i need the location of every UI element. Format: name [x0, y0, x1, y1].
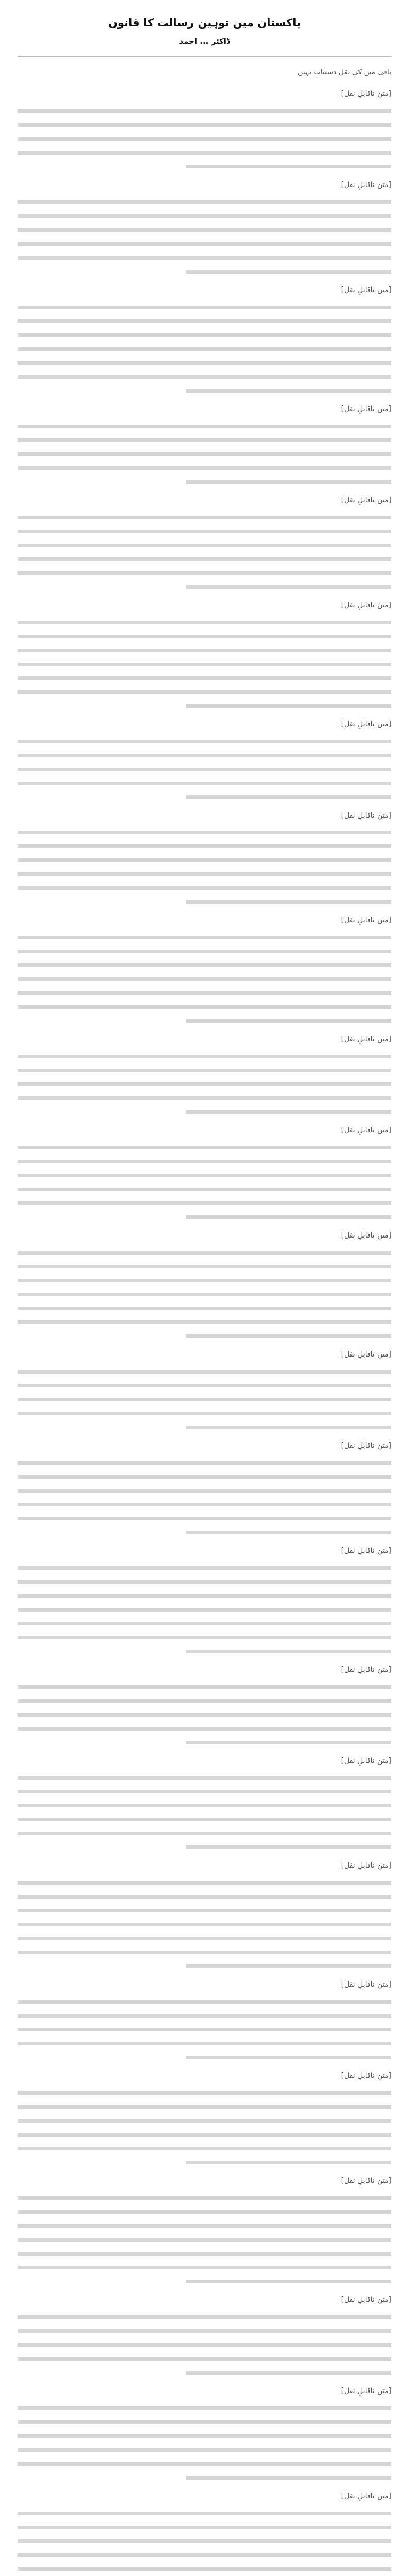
text-line-placeholder [18, 872, 391, 876]
paragraph [18, 1439, 391, 1534]
paragraph-text: [متن ناقابلِ نقل] [341, 1980, 391, 1989]
text-line-placeholder [18, 1594, 391, 1598]
text-line-placeholder [18, 1713, 391, 1717]
text-line-placeholder [18, 306, 391, 309]
text-block-placeholder [18, 831, 391, 904]
text-line-placeholder [18, 123, 391, 127]
text-line-placeholder [186, 795, 391, 799]
text-line-placeholder [18, 1790, 391, 1793]
paragraph [18, 2070, 391, 2164]
text-line-placeholder [18, 466, 391, 470]
text-line-placeholder [18, 1566, 391, 1570]
text-line-placeholder [18, 2028, 391, 2031]
text-block-placeholder [18, 425, 391, 484]
text-line-placeholder [18, 2315, 391, 2319]
text-block-placeholder [18, 2196, 391, 2283]
text-block-placeholder [18, 2512, 391, 2576]
paragraph-text: [متن ناقابلِ نقل] [341, 1861, 391, 1870]
text-block-placeholder [18, 936, 391, 1023]
text-line-placeholder [186, 704, 391, 708]
text-line-placeholder [18, 844, 391, 848]
paragraph-text: [متن ناقابلِ نقل] [341, 1665, 391, 1674]
text-line-placeholder [18, 1398, 391, 1401]
text-line-placeholder [18, 137, 391, 141]
text-line-placeholder [18, 228, 391, 232]
text-line-placeholder [18, 1923, 391, 1926]
text-line-placeholder [18, 2420, 391, 2424]
text-line-placeholder [18, 768, 391, 771]
text-line-placeholder [18, 200, 391, 204]
text-line-placeholder [18, 1160, 391, 1163]
text-line-placeholder [186, 270, 391, 274]
paragraph [18, 2385, 391, 2480]
text-line-placeholder [18, 2357, 391, 2361]
text-line-placeholder [186, 585, 391, 589]
text-line-placeholder [18, 2042, 391, 2045]
text-block-placeholder [18, 2000, 391, 2059]
text-block-placeholder [18, 1685, 391, 1744]
text-line-placeholder [18, 1951, 391, 1954]
text-line-placeholder [18, 1937, 391, 1940]
text-line-placeholder [18, 2539, 391, 2543]
text-line-placeholder [18, 109, 391, 113]
text-line-placeholder [186, 165, 391, 168]
text-line-placeholder [186, 1531, 391, 1534]
text-block-placeholder [18, 740, 391, 799]
text-line-placeholder [18, 214, 391, 218]
text-line-placeholder [186, 1650, 391, 1653]
text-line-placeholder [18, 1636, 391, 1639]
paragraph [18, 1033, 391, 1114]
text-line-placeholder [18, 2462, 391, 2466]
paragraph-text: [متن ناقابلِ نقل] [341, 1126, 391, 1135]
paragraph [18, 1229, 391, 1338]
text-block-placeholder [18, 1251, 391, 1338]
paragraph [18, 914, 391, 1023]
text-line-placeholder [18, 950, 391, 953]
transcription-note: باقی متن کی نقل دستیاب نہیں [298, 68, 391, 77]
paragraph-text: [متن ناقابلِ نقل] [341, 496, 391, 504]
paragraph [18, 1348, 391, 1429]
text-line-placeholder [18, 1685, 391, 1689]
text-line-placeholder [18, 1146, 391, 1149]
text-line-placeholder [18, 1320, 391, 1324]
text-line-placeholder [18, 1265, 391, 1268]
text-line-placeholder [18, 754, 391, 757]
text-line-placeholder [18, 1699, 391, 1703]
paragraph-text: [متن ناقابلِ نقل] [341, 811, 391, 820]
paragraph [18, 1545, 391, 1653]
text-line-placeholder [18, 1475, 391, 1479]
text-line-placeholder [18, 1895, 391, 1899]
paragraph-text: [متن ناقابلِ نقل] [341, 90, 391, 98]
text-line-placeholder [18, 1580, 391, 1584]
text-line-placeholder [18, 1832, 391, 1835]
text-line-placeholder [18, 2252, 391, 2256]
text-line-placeholder [18, 831, 391, 834]
paragraph [18, 1755, 391, 1850]
text-block-placeholder [18, 200, 391, 274]
text-line-placeholder [18, 1622, 391, 1625]
text-line-placeholder [18, 2133, 391, 2137]
text-line-placeholder [186, 2056, 391, 2059]
text-line-placeholder [18, 2266, 391, 2269]
paragraph-text: [متن ناقابلِ نقل] [341, 1350, 391, 1359]
text-line-placeholder [18, 782, 391, 785]
text-block-placeholder [18, 1776, 391, 1849]
text-line-placeholder [18, 1096, 391, 1100]
paragraph [18, 1664, 391, 1744]
paragraph [18, 2490, 391, 2576]
text-line-placeholder [186, 2476, 391, 2480]
text-line-placeholder [18, 425, 391, 428]
text-block-placeholder [18, 1566, 391, 1653]
paragraph-text: [متن ناقابلِ نقل] [341, 1546, 391, 1555]
text-line-placeholder [186, 1426, 391, 1429]
text-line-placeholder [18, 1818, 391, 1821]
text-line-placeholder [186, 2371, 391, 2375]
paragraph [18, 599, 391, 708]
paragraph-text: [متن ناقابلِ نقل] [341, 2295, 391, 2304]
text-line-placeholder [18, 2406, 391, 2410]
text-line-placeholder [18, 151, 391, 155]
paragraph-text: [متن ناقابلِ نقل] [341, 181, 391, 190]
paragraph-text: [متن ناقابلِ نقل] [341, 404, 391, 413]
text-line-placeholder [18, 2014, 391, 2018]
text-line-placeholder [18, 530, 391, 533]
paragraph-text: [متن ناقابلِ نقل] [341, 2492, 391, 2500]
text-line-placeholder [18, 977, 391, 981]
text-line-placeholder [18, 2553, 391, 2557]
text-line-placeholder [186, 1741, 391, 1744]
text-line-placeholder [18, 1489, 391, 1493]
text-line-placeholder [18, 2000, 391, 2004]
text-line-placeholder [18, 1188, 391, 1191]
text-line-placeholder [18, 690, 391, 694]
text-block-placeholder [18, 1461, 391, 1534]
text-line-placeholder [18, 1082, 391, 1086]
text-line-placeholder [18, 361, 391, 365]
paragraph [18, 1859, 391, 1968]
text-block-placeholder [18, 2406, 391, 2480]
text-line-placeholder [18, 936, 391, 939]
text-line-placeholder [186, 900, 391, 904]
text-line-placeholder [18, 1370, 391, 1374]
text-line-placeholder [18, 347, 391, 351]
text-line-placeholder [18, 571, 391, 575]
text-line-placeholder [18, 1279, 391, 1282]
text-line-placeholder [18, 2147, 391, 2150]
paragraph [18, 718, 391, 799]
text-line-placeholder [18, 2091, 391, 2095]
paragraph-text: [متن ناقابلِ نقل] [341, 1035, 391, 1044]
text-line-placeholder [18, 621, 391, 624]
text-line-placeholder [18, 886, 391, 890]
text-block-placeholder [18, 1055, 391, 1114]
text-line-placeholder [18, 963, 391, 967]
paragraph-text: [متن ناقابلِ نقل] [341, 916, 391, 925]
text-block-placeholder [18, 2091, 391, 2164]
text-line-placeholder [18, 663, 391, 666]
text-line-placeholder [18, 2238, 391, 2242]
text-block-placeholder [18, 109, 391, 168]
text-block-placeholder [18, 1370, 391, 1429]
document-body [18, 88, 391, 2576]
text-line-placeholder [186, 480, 391, 484]
paragraph-text: [متن ناقابلِ نقل] [341, 1231, 391, 1240]
text-line-placeholder [186, 1019, 391, 1023]
text-line-placeholder [18, 1909, 391, 1912]
text-line-placeholder [186, 1334, 391, 1338]
paragraph-text: [متن ناقابلِ نقل] [341, 720, 391, 728]
text-line-placeholder [18, 557, 391, 561]
text-line-placeholder [186, 1964, 391, 1968]
text-block-placeholder [18, 516, 391, 589]
paragraph [18, 1978, 391, 2059]
paragraph [18, 2175, 391, 2283]
text-line-placeholder [18, 242, 391, 246]
text-line-placeholder [18, 1005, 391, 1009]
text-line-placeholder [18, 2567, 391, 2571]
text-line-placeholder [18, 438, 391, 442]
text-line-placeholder [18, 649, 391, 652]
paragraph-text: [متن ناقابلِ نقل] [341, 601, 391, 609]
document-title: پاکستان میں توہین رسالت کا قانون [108, 16, 301, 29]
paragraph-text: [متن ناقابلِ نقل] [341, 2072, 391, 2080]
text-line-placeholder [18, 1069, 391, 1072]
text-line-placeholder [18, 2512, 391, 2515]
text-line-placeholder [18, 2210, 391, 2214]
paragraph [18, 88, 391, 168]
text-line-placeholder [18, 2119, 391, 2123]
paragraph-text: [متن ناقابلِ نقل] [341, 1441, 391, 1450]
text-block-placeholder [18, 306, 391, 393]
text-line-placeholder [18, 1201, 391, 1205]
text-line-placeholder [186, 2280, 391, 2283]
text-line-placeholder [18, 2434, 391, 2438]
text-line-placeholder [18, 1384, 391, 1387]
text-line-placeholder [18, 1727, 391, 1731]
text-line-placeholder [18, 1412, 391, 1415]
text-line-placeholder [18, 858, 391, 862]
text-line-placeholder [18, 740, 391, 743]
text-line-placeholder [18, 1251, 391, 1255]
text-line-placeholder [186, 1215, 391, 1219]
paragraph [18, 403, 391, 484]
text-line-placeholder [18, 333, 391, 337]
text-line-placeholder [18, 256, 391, 260]
text-block-placeholder [18, 1881, 391, 1968]
text-line-placeholder [186, 1110, 391, 1114]
paragraph-text: [متن ناقابلِ نقل] [341, 2177, 391, 2185]
title-divider [18, 56, 391, 57]
text-line-placeholder [18, 375, 391, 379]
text-line-placeholder [186, 2161, 391, 2164]
text-line-placeholder [18, 991, 391, 995]
text-line-placeholder [18, 319, 391, 323]
paragraph-text: [متن ناقابلِ نقل] [341, 286, 391, 295]
text-line-placeholder [18, 1881, 391, 1885]
text-line-placeholder [18, 1804, 391, 1807]
paragraph [18, 494, 391, 589]
text-line-placeholder [18, 1517, 391, 1520]
text-line-placeholder [18, 1174, 391, 1177]
text-line-placeholder [18, 516, 391, 519]
text-block-placeholder [18, 2315, 391, 2375]
paragraph-text: [متن ناقابلِ نقل] [341, 2386, 391, 2395]
text-line-placeholder [18, 635, 391, 638]
text-block-placeholder [18, 1146, 391, 1219]
document-author: ڈاکٹر ... احمد [179, 37, 230, 46]
text-line-placeholder [18, 2329, 391, 2333]
text-line-placeholder [18, 1503, 391, 1506]
paragraph [18, 179, 391, 274]
text-line-placeholder [186, 1845, 391, 1849]
text-line-placeholder [18, 2224, 391, 2228]
text-line-placeholder [186, 389, 391, 393]
text-line-placeholder [18, 452, 391, 456]
text-line-placeholder [18, 1307, 391, 1310]
paragraph [18, 809, 391, 904]
paragraph-text: [متن ناقابلِ نقل] [341, 1756, 391, 1765]
text-line-placeholder [18, 1293, 391, 1296]
text-line-placeholder [18, 2343, 391, 2347]
text-line-placeholder [18, 676, 391, 680]
text-line-placeholder [18, 2105, 391, 2109]
text-line-placeholder [18, 1776, 391, 1780]
text-block-placeholder [18, 621, 391, 708]
paragraph [18, 284, 391, 393]
paragraph [18, 2294, 391, 2375]
text-line-placeholder [18, 544, 391, 547]
text-line-placeholder [18, 2448, 391, 2452]
text-line-placeholder [18, 1608, 391, 1612]
text-line-placeholder [18, 2526, 391, 2529]
text-line-placeholder [18, 1461, 391, 1465]
text-line-placeholder [18, 1055, 391, 1058]
text-line-placeholder [18, 2196, 391, 2200]
paragraph [18, 1124, 391, 1219]
